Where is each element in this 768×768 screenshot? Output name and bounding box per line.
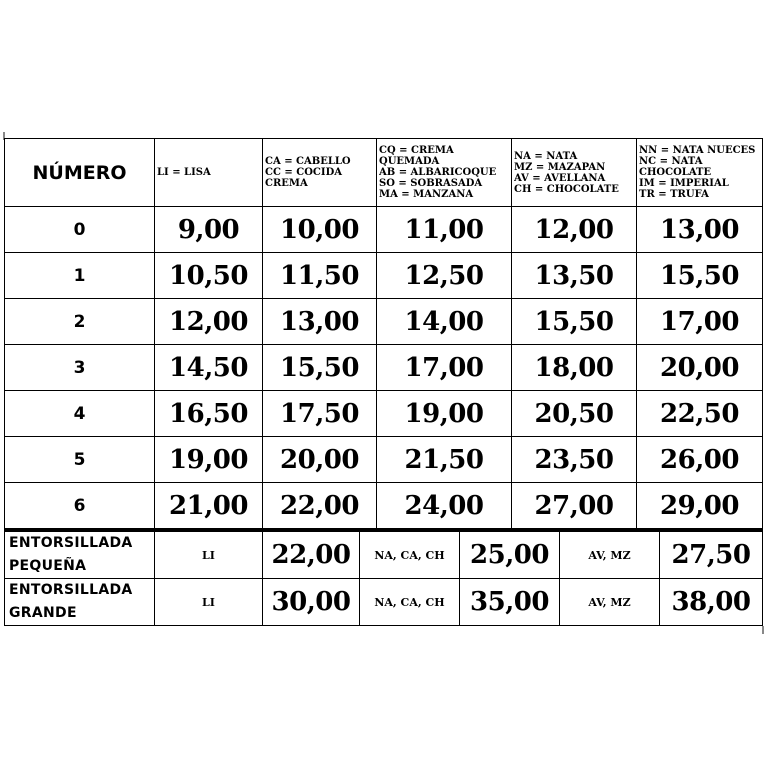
- entorsillada-name: [5, 579, 155, 626]
- price-cell: 19,00: [155, 437, 263, 483]
- price-cell: 17,00: [377, 345, 512, 391]
- price-cell: 24,00: [377, 483, 512, 529]
- legend-line: AB = ALBARICOQUE: [379, 167, 497, 178]
- row-number: 1: [5, 253, 155, 299]
- price-cell: 26,00: [637, 437, 763, 483]
- legend-line: CREMA: [265, 178, 308, 189]
- row-number: 6: [5, 483, 155, 529]
- price-row: [5, 345, 763, 391]
- legend-line: QUEMADA: [379, 156, 440, 167]
- price-cell: 17,00: [637, 299, 763, 345]
- price-cell: 12,00: [155, 299, 263, 345]
- price-cell: 13,00: [263, 299, 377, 345]
- price-row: [5, 391, 763, 437]
- entorsillada-row: [5, 531, 763, 579]
- legend-lisa: [155, 139, 263, 207]
- option-price: 22,00: [263, 531, 360, 579]
- option-code: LI: [155, 579, 263, 626]
- price-list-sheet: [4, 138, 762, 626]
- legend-line: LI = LISA: [157, 167, 211, 178]
- option-price: 27,50: [660, 531, 763, 579]
- price-cell: 20,50: [512, 391, 637, 437]
- row-number: 0: [5, 207, 155, 253]
- legend-line: TR = TRUFA: [639, 189, 709, 200]
- price-cell: 15,50: [512, 299, 637, 345]
- price-cell: 13,00: [637, 207, 763, 253]
- option-code: NA, CA, CH: [360, 531, 460, 579]
- header-row: [5, 139, 763, 207]
- legend-line: NC = NATA: [639, 156, 703, 167]
- option-code: AV, MZ: [560, 579, 660, 626]
- option-price: 38,00: [660, 579, 763, 626]
- numero-header: NÚMERO: [5, 139, 155, 207]
- legend-line: CH = CHOCOLATE: [514, 183, 619, 195]
- price-row: [5, 299, 763, 345]
- price-cell: 22,00: [263, 483, 377, 529]
- price-cell: 19,00: [377, 391, 512, 437]
- entorsillada-name-line: PEQUEÑA: [9, 558, 87, 574]
- price-cell: 12,50: [377, 253, 512, 299]
- price-cell: 22,50: [637, 391, 763, 437]
- price-cell: 14,00: [377, 299, 512, 345]
- price-cell: 14,50: [155, 345, 263, 391]
- legend-line: CHOCOLATE: [639, 167, 712, 178]
- row-number: 3: [5, 345, 155, 391]
- option-code: LI: [155, 531, 263, 579]
- price-cell: 18,00: [512, 345, 637, 391]
- legend-cabello-cocida: [263, 139, 377, 207]
- legend-nata-nueces: [637, 139, 763, 207]
- legend-nata-mazapan: [512, 139, 637, 207]
- price-cell: 10,50: [155, 253, 263, 299]
- price-cell: 9,00: [155, 207, 263, 253]
- price-cell: 23,50: [512, 437, 637, 483]
- entorsillada-name-line: ENTORSILLADA: [9, 535, 133, 551]
- row-number: 4: [5, 391, 155, 437]
- price-cell: 15,50: [637, 253, 763, 299]
- price-cell: 11,50: [263, 253, 377, 299]
- price-cell: 11,00: [377, 207, 512, 253]
- price-cell: 16,50: [155, 391, 263, 437]
- legend-line: AV = AVELLANA: [514, 172, 606, 184]
- entorsillada-name: [5, 531, 155, 579]
- option-price: 35,00: [460, 579, 560, 626]
- price-cell: 15,50: [263, 345, 377, 391]
- legend-line: CC = COCIDA: [265, 167, 342, 178]
- legend-line: IM = IMPERIAL: [639, 178, 729, 189]
- price-cell: 29,00: [637, 483, 763, 529]
- price-cell: 27,00: [512, 483, 637, 529]
- entorsillada-row: [5, 579, 763, 626]
- entorsillada-name-line: ENTORSILLADA: [9, 582, 133, 598]
- legend-crema-quemada: [377, 139, 512, 207]
- entorsillada-table: [4, 529, 763, 626]
- price-row: [5, 253, 763, 299]
- price-cell: 13,50: [512, 253, 637, 299]
- option-price: 30,00: [263, 579, 360, 626]
- price-cell: 20,00: [263, 437, 377, 483]
- legend-line: SO = SOBRASADA: [379, 178, 483, 189]
- legend-line: MA = MANZANA: [379, 189, 474, 200]
- legend-line: NA = NATA: [514, 150, 578, 162]
- price-cell: 21,00: [155, 483, 263, 529]
- price-row: [5, 207, 763, 253]
- entorsillada-name-line: GRANDE: [9, 605, 77, 621]
- price-row: [5, 483, 763, 529]
- option-code: AV, MZ: [560, 531, 660, 579]
- price-cell: 21,50: [377, 437, 512, 483]
- row-number: 5: [5, 437, 155, 483]
- price-row: [5, 437, 763, 483]
- price-cell: 17,50: [263, 391, 377, 437]
- legend-line: CA = CABELLO: [265, 156, 351, 167]
- price-cell: 10,00: [263, 207, 377, 253]
- option-price: 25,00: [460, 531, 560, 579]
- price-cell: 20,00: [637, 345, 763, 391]
- row-number: 2: [5, 299, 155, 345]
- price-cell: 12,00: [512, 207, 637, 253]
- legend-line: CQ = CREMA: [379, 145, 454, 156]
- legend-line: NN = NATA NUECES: [639, 145, 756, 156]
- crop-mark-bottom-right: [762, 626, 764, 634]
- option-code: NA, CA, CH: [360, 579, 460, 626]
- price-table: [4, 138, 763, 529]
- legend-line: MZ = MAZAPÁN: [514, 161, 606, 173]
